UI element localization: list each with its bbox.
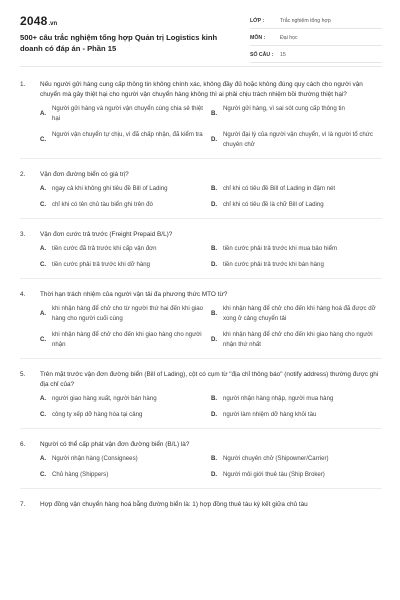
- option-text: Người môi giới thuê tàu (Ship Broker): [223, 471, 325, 478]
- option-letter: D.: [211, 136, 218, 143]
- question-number: 2.: [20, 171, 26, 178]
- option-text: chỉ khi có tiêu đề Bill of Lading in đậm nét: [223, 185, 336, 192]
- option-row: [40, 470, 382, 480]
- option-letter: A.: [40, 245, 47, 252]
- meta-row-count: [250, 48, 382, 63]
- document-title: 500+ câu trắc nghiệm tổng hợp Quản trị Logistics kinh doanh có đáp án - Phần 15: [20, 33, 218, 53]
- question-body: Vận đơn đường biển có giá trị?: [40, 171, 129, 178]
- question-text: [20, 440, 382, 450]
- answer-options: [20, 394, 382, 420]
- question-body: Vận đơn cước trả trước (Freight Prepaid B/L)?: [40, 231, 173, 238]
- option-text: Người gửi hàng, vì sai sót cung cấp thông tin: [223, 105, 345, 112]
- option-c[interactable]: [40, 200, 211, 210]
- question-divider: [20, 158, 382, 159]
- option-letter: A.: [40, 395, 47, 402]
- option-text: tiền cước phải trả trước khi bán hàng: [223, 261, 324, 268]
- option-a[interactable]: [40, 454, 211, 464]
- option-row: [40, 260, 382, 270]
- answer-options: [20, 184, 382, 210]
- header-divider: [20, 66, 382, 67]
- question: [20, 500, 382, 510]
- question: [20, 80, 382, 159]
- option-letter: D.: [211, 471, 218, 478]
- question-number: 6.: [20, 441, 26, 448]
- question-number: 7.: [20, 501, 26, 508]
- question-divider: [20, 358, 382, 359]
- question-divider: [20, 218, 382, 219]
- option-d[interactable]: [211, 130, 382, 150]
- option-text: Người vận chuyển tự chịu, vì đã chấp nhận, đã kiểm tra: [52, 131, 203, 138]
- meta-value: 15: [280, 52, 286, 58]
- option-text: khi nhận hàng để chở cho đến khi giao hàng cho người nhận thứ nhất: [223, 331, 373, 348]
- option-letter: A.: [40, 110, 47, 117]
- question-divider: [20, 278, 382, 279]
- question-body: Trên mặt trước vận đơn đường biển (Bill of Lading), cột có cụm từ "địa chỉ thông báo" (notify address) thường được ghi địa chỉ của?: [40, 371, 379, 388]
- option-letter: C.: [40, 411, 47, 418]
- meta-key: MÔN :: [250, 35, 266, 41]
- option-letter: B.: [211, 245, 218, 252]
- option-letter: C.: [40, 136, 47, 143]
- option-c[interactable]: [40, 410, 211, 420]
- question: [20, 170, 382, 219]
- question-number: 3.: [20, 231, 26, 238]
- option-row: [40, 394, 382, 404]
- option-c[interactable]: [40, 260, 211, 270]
- option-text: Chủ hàng (Shippers): [52, 471, 109, 478]
- meta-key: SỐ CÂU :: [250, 52, 274, 58]
- option-a[interactable]: [40, 394, 211, 404]
- option-letter: C.: [40, 201, 47, 208]
- option-a[interactable]: [40, 184, 211, 194]
- question-body: Hợp đồng vận chuyển hàng hoá bằng đường biển là: 1) hợp đồng thuê tàu ký kết giữa chủ tàu: [40, 501, 308, 508]
- option-text: chỉ khi có tiêu đề là chữ Bill of Lading: [223, 201, 324, 208]
- option-text: khi nhận hàng để chở cho đến khi giao hàng cho người nhận: [52, 331, 202, 348]
- question-text: [20, 290, 382, 300]
- option-c[interactable]: [40, 330, 211, 350]
- option-text: tiền cước phải trả trước khi mua bảo hiểm: [223, 245, 338, 252]
- option-letter: D.: [211, 411, 218, 418]
- option-b[interactable]: [211, 104, 382, 124]
- option-b[interactable]: [211, 304, 382, 324]
- option-b[interactable]: [211, 184, 382, 194]
- option-text: khi nhận hàng để chở cho từ người thứ hai đến khi giao hàng cho người cuối cùng: [52, 305, 204, 322]
- option-row: [40, 454, 382, 464]
- option-text: người nhận hàng nhập, người mua hàng: [223, 395, 334, 402]
- logo-number: 2048: [20, 14, 48, 28]
- option-text: ngay cả khi không ghi tiêu đề Bill of Lading: [52, 185, 168, 192]
- meta-row-subject: [250, 31, 382, 46]
- question-body: Thời hạn trách nhiệm của người vận tải đa phương thức MTO từ?: [40, 291, 228, 298]
- option-text: chỉ khi có tên chủ tàu biển ghi trên đó: [52, 201, 153, 208]
- option-row: [40, 244, 382, 254]
- question: [20, 440, 382, 489]
- option-letter: B.: [211, 310, 218, 317]
- option-b[interactable]: [211, 454, 382, 464]
- option-text: người giao hàng xuất, người bán hàng: [52, 395, 157, 402]
- site-logo[interactable]: [20, 14, 57, 28]
- question-number: 4.: [20, 291, 26, 298]
- option-letter: C.: [40, 336, 47, 343]
- option-letter: B.: [211, 110, 218, 117]
- option-row: [40, 200, 382, 210]
- option-row: [40, 304, 382, 324]
- question-body: Người có thể cấp phát vận đơn đường biển (B/L) là?: [40, 441, 190, 448]
- answer-options: [20, 454, 382, 480]
- option-letter: C.: [40, 261, 47, 268]
- option-b[interactable]: [211, 244, 382, 254]
- question-list: [20, 80, 382, 521]
- answer-options: [20, 244, 382, 270]
- option-text: Người gửi hàng và người vận chuyển cùng chia sẻ thiệt hại: [52, 105, 203, 122]
- meta-row-class: [250, 14, 382, 29]
- option-letter: D.: [211, 201, 218, 208]
- option-c[interactable]: [40, 130, 211, 150]
- answer-options: [20, 304, 382, 350]
- question-body: Nếu người gửi hàng cung cấp thông tin không chính xác, không đầy đủ hoặc không đúng quy cách cho người vận chuyển mà gây thiệt hại cho người vận chuyển hàng không thì ai phải chịu trách nhiệm bồi thường thiệt hại?: [40, 81, 363, 98]
- option-row: [40, 104, 382, 124]
- option-row: [40, 130, 382, 150]
- option-a[interactable]: [40, 304, 211, 324]
- option-text: người làm nhiệm dỡ hàng khỏi tàu: [223, 411, 317, 418]
- meta-key: LỚP :: [250, 18, 265, 24]
- option-d[interactable]: [211, 200, 382, 210]
- option-letter: A.: [40, 455, 47, 462]
- option-text: tiền cước phải trả trước khi dỡ hàng: [52, 261, 151, 268]
- question-divider: [20, 428, 382, 429]
- question: [20, 370, 382, 429]
- question-text: [20, 80, 382, 100]
- option-text: khi nhận hàng để chở cho đến khi hàng hoá đã được dỡ xong ở cảng chuyển tải: [223, 305, 376, 322]
- meta-value: Trắc nghiệm tổng hợp: [280, 18, 331, 24]
- question-number: 1.: [20, 81, 26, 88]
- option-letter: A.: [40, 310, 47, 317]
- option-b[interactable]: [211, 394, 382, 404]
- option-a[interactable]: [40, 104, 211, 124]
- option-letter: A.: [40, 185, 47, 192]
- question: [20, 230, 382, 279]
- option-d[interactable]: [211, 260, 382, 270]
- logo-tld: .vn: [48, 21, 58, 27]
- question-text: [20, 170, 382, 180]
- option-letter: D.: [211, 261, 218, 268]
- question-text: [20, 370, 382, 390]
- option-d[interactable]: [211, 410, 382, 420]
- option-d[interactable]: [211, 330, 382, 350]
- option-a[interactable]: [40, 244, 211, 254]
- option-letter: B.: [211, 395, 218, 402]
- option-text: Người đại lý của người vận chuyển, vì là người tổ chức chuyên chở: [223, 131, 373, 148]
- answer-options: [20, 104, 382, 150]
- option-text: Người chuyên chở (Shipowner/Carrier): [223, 455, 329, 462]
- option-letter: D.: [211, 336, 218, 343]
- question: [20, 290, 382, 359]
- question-text: [20, 500, 382, 510]
- option-text: tiền cước đã trả trước khi cấp vận đơn: [52, 245, 157, 252]
- option-row: [40, 184, 382, 194]
- option-c[interactable]: [40, 470, 211, 480]
- question-divider: [20, 488, 382, 489]
- option-letter: B.: [211, 455, 218, 462]
- option-text: công ty xếp dỡ hàng hóa tại cảng: [52, 411, 143, 418]
- option-letter: C.: [40, 471, 47, 478]
- option-row: [40, 410, 382, 420]
- option-row: [40, 330, 382, 350]
- meta-value: Đại học: [280, 35, 298, 41]
- meta-table: [250, 14, 382, 65]
- option-d[interactable]: [211, 470, 382, 480]
- option-text: Người nhận hàng (Consignees): [52, 455, 138, 462]
- option-letter: B.: [211, 185, 218, 192]
- question-text: [20, 230, 382, 240]
- question-number: 5.: [20, 371, 26, 378]
